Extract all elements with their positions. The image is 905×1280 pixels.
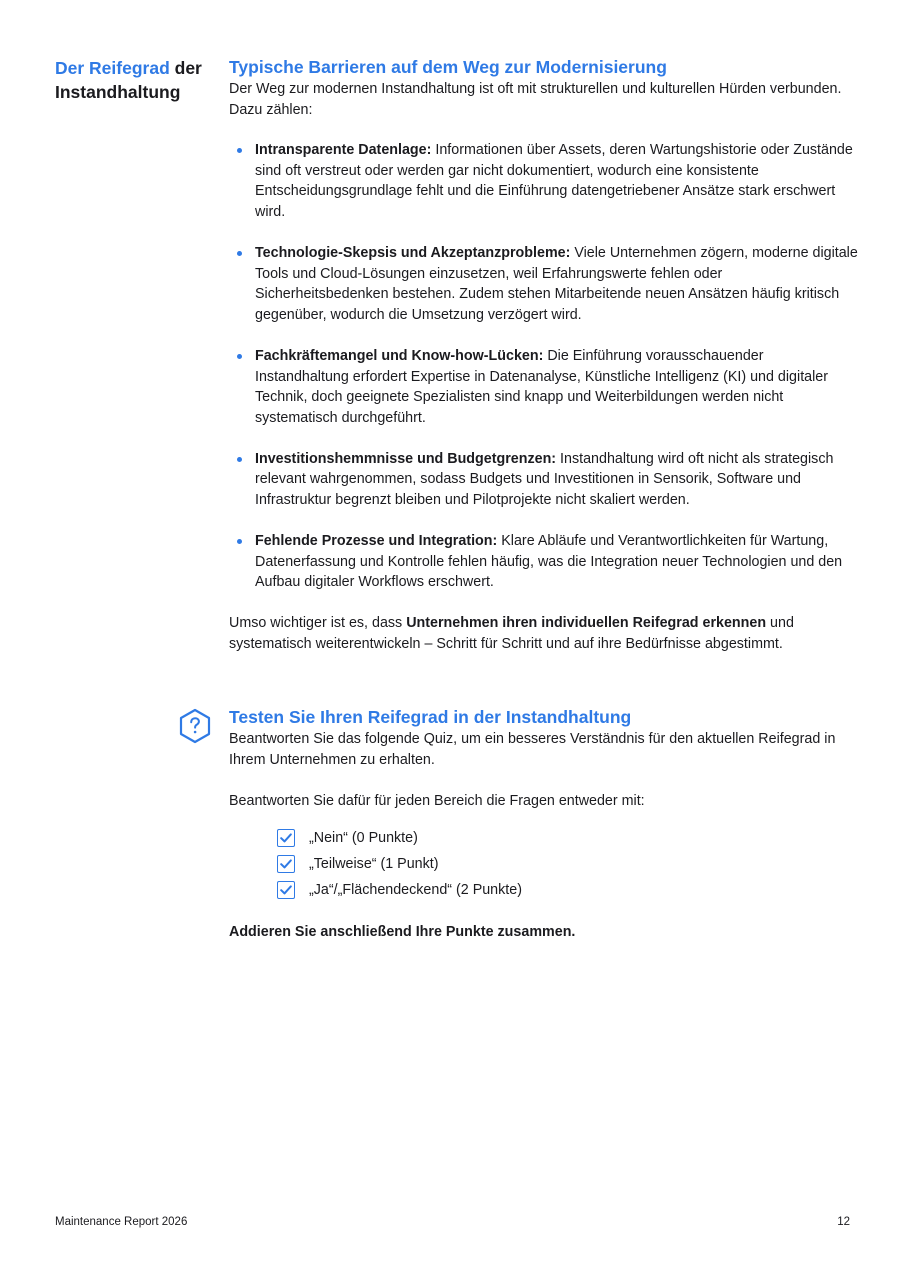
checkbox-checked-icon — [277, 855, 295, 873]
footer-report-name: Maintenance Report 2026 — [55, 1216, 188, 1228]
closing-after: und systematisch weiterentwickeln – Schritt für Schritt und auf ihre Bedürfnisse abgestimmt. — [229, 615, 794, 652]
list-item-text: Die Einführung vorausschauender Instandhaltung erfordert Expertise in Datenanalyse, Künstliche Intelligenz (KI) und digitaler Technik, doch geeignete Spezialisten sind knapp und Weiterbildungen werden nicht systematisch durchgeführt. — [255, 347, 828, 426]
barriers-list — [229, 140, 859, 593]
bullet-dot-icon — [237, 251, 242, 256]
closing-bold: Unternehmen ihren individuellen Reifegrad erkennen — [406, 615, 767, 632]
sidebar-title-accent: Der Reifegrad — [55, 58, 170, 78]
list-item — [277, 851, 859, 877]
list-item-term: Technologie-Skepsis und Akzeptanzprobleme: — [255, 245, 571, 262]
page-number: 12 — [837, 1216, 850, 1228]
list-item-term: Investitionshemmnisse und Budgetgrenzen: — [255, 450, 557, 467]
checkbox-checked-icon — [277, 881, 295, 899]
option-label: „Nein“ (0 Punkte) — [309, 830, 418, 847]
list-item — [229, 449, 859, 511]
list-item-term: Intransparente Datenlage: — [255, 142, 432, 159]
barriers-intro: Der Weg zur modernen Instandhaltung ist oft mit strukturellen und kulturellen Hürden verbunden. Dazu zählen: — [229, 81, 842, 118]
option-label: „Teilweise“ (1 Punkt) — [309, 856, 439, 873]
barriers-section — [229, 56, 859, 655]
option-label: „Ja“/„Flächendeckend“ (2 Punkte) — [309, 882, 522, 899]
quiz-instruction: Beantworten Sie dafür für jeden Bereich die Fragen entweder mit: — [229, 792, 645, 809]
list-item — [229, 531, 859, 593]
sidebar-title-rest: der Instandhaltung — [55, 58, 202, 102]
list-item-term: Fachkräftemangel und Know-how-Lücken: — [255, 347, 544, 364]
list-item-term: Fehlende Prozesse und Integration: — [255, 533, 498, 550]
quiz-section — [229, 706, 859, 957]
sidebar-section-title — [55, 56, 215, 104]
list-item-text: Viele Unternehmen zögern, moderne digitale Tools und Cloud-Lösungen einzusetzen, weil Erfahrungswerte fehlen oder Sicherheitsbedenken bestehen. Zudem stehen Mitarbeitende neuen Ansätzen häufig kritisch gegenüber, wodurch die Umsetzung verzögert wird. — [255, 245, 858, 323]
list-item — [229, 140, 859, 222]
quiz-options — [277, 825, 859, 903]
list-item — [277, 825, 859, 851]
quiz-final-instruction: Addieren Sie anschließend Ihre Punkte zusammen. — [229, 924, 576, 941]
list-item — [229, 346, 859, 428]
bullet-dot-icon — [237, 354, 242, 359]
bullet-dot-icon — [237, 148, 242, 153]
barriers-title: Typische Barrieren auf dem Weg zur Modernisierung — [229, 57, 667, 77]
quiz-title: Testen Sie Ihren Reifegrad in der Instandhaltung — [229, 707, 632, 727]
barriers-closing — [229, 613, 859, 654]
bullet-dot-icon — [237, 539, 242, 544]
quiz-intro: Beantworten Sie das folgende Quiz, um ein besseres Verständnis für den aktuellen Reifegrad in Ihrem Unternehmen zu erhalten. — [229, 731, 836, 768]
list-item — [277, 877, 859, 903]
question-hexagon-icon — [178, 708, 212, 744]
list-item-text: Informationen über Assets, deren Wartungshistorie oder Zustände sind oft verstreut oder werden gar nicht dokumentiert, wodurch eine konsistente Entscheidungsgrundlage fehlt und die Einführung datengetriebener Ansätze stark erschwert wird. — [255, 142, 853, 220]
list-item-text: Klare Abläufe und Verantwortlichkeiten für Wartung, Datenerfassung und Kontrolle fehlen häufig, was die Integration neuer Technologien und den Aufbau digitaler Workflows erschwert. — [255, 533, 843, 591]
list-item — [229, 243, 859, 325]
checkbox-checked-icon — [277, 829, 295, 847]
list-item-text: Instandhaltung wird oft nicht als strategisch relevant wahrgenommen, sodass Budgets und Investitionen in Sensorik, Software und Infrastruktur begrenzt bleiben und Pilotprojekte nicht skaliert werden. — [255, 450, 834, 508]
closing-before: Umso wichtiger ist es, dass — [229, 615, 407, 632]
bullet-dot-icon — [237, 457, 242, 462]
